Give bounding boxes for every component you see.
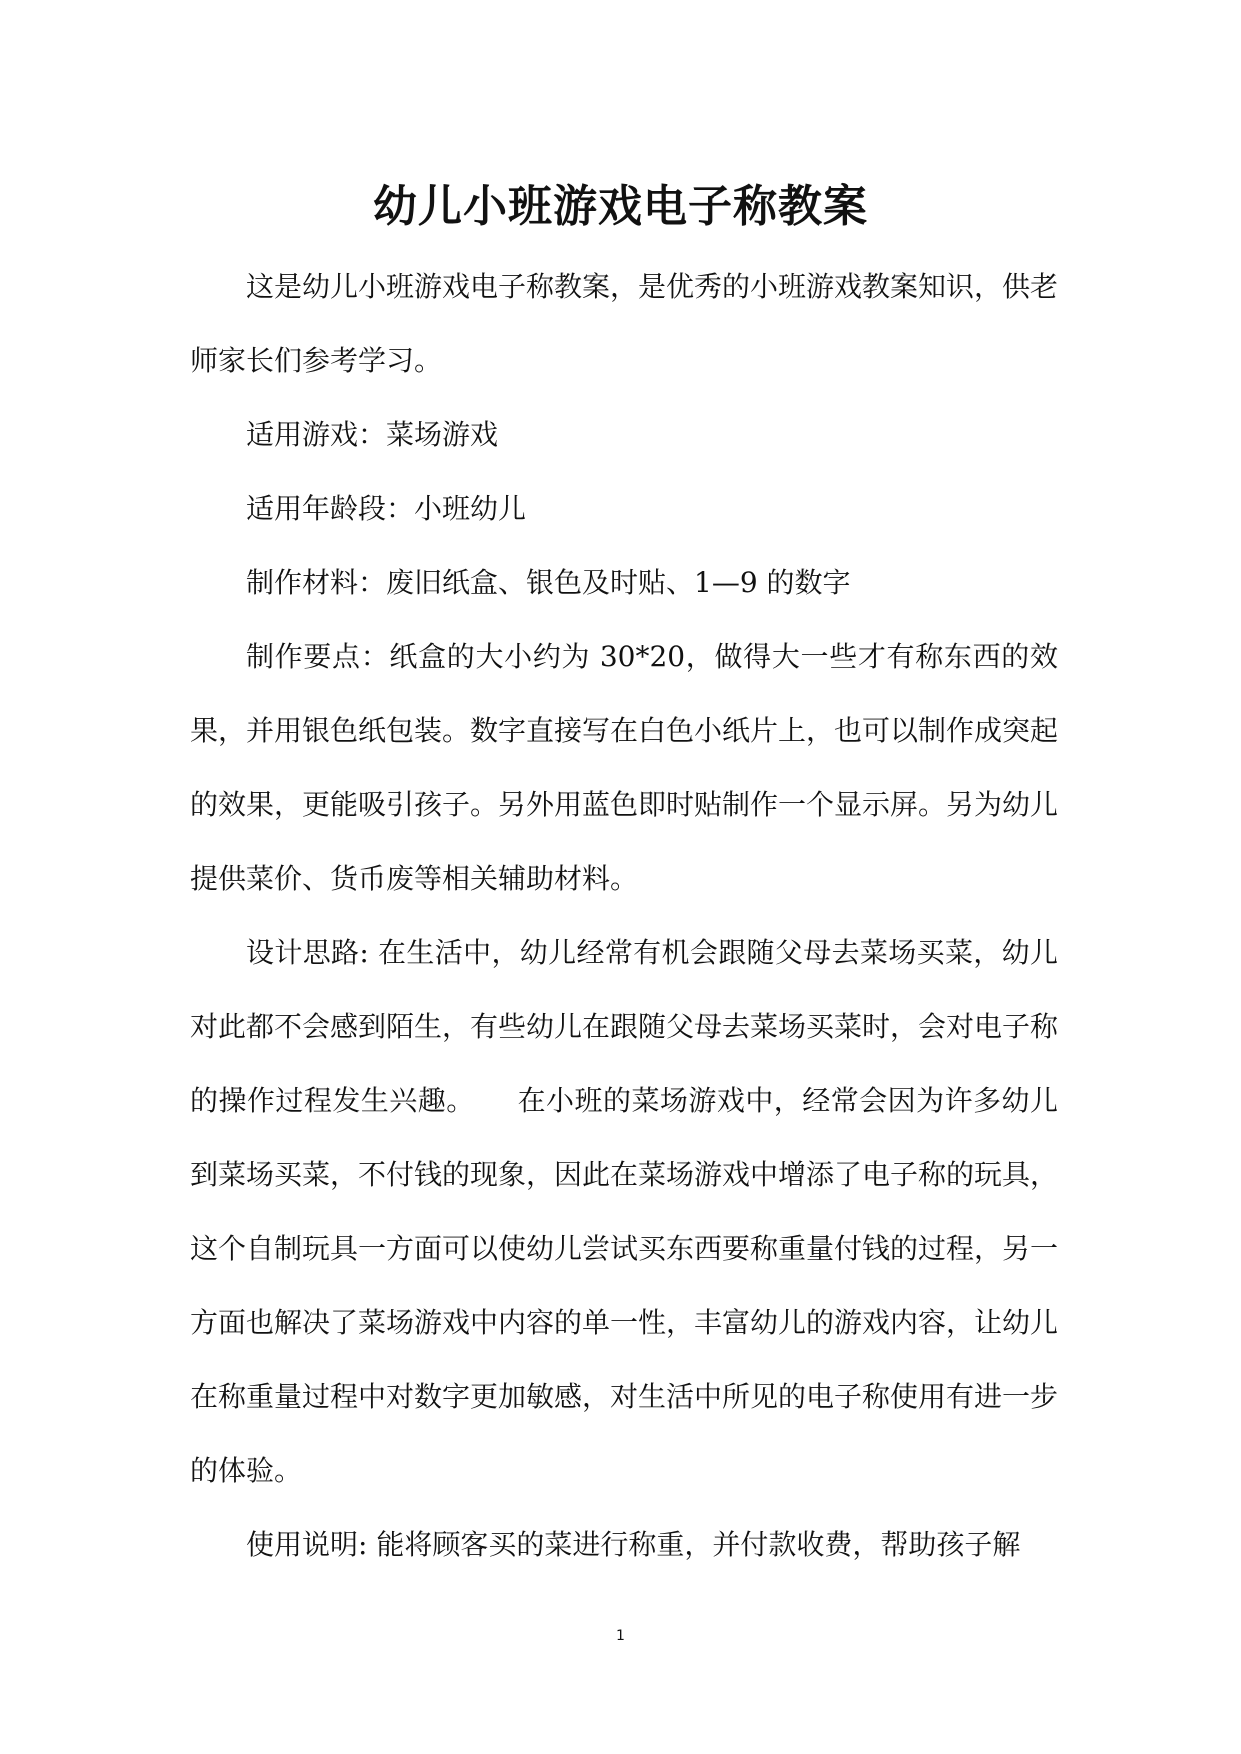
page-number: 1 [616,1628,625,1644]
document-title: 幼儿小班游戏电子称教案 [373,181,868,233]
paragraph-intro: 这是幼儿小班游戏电子称教案，是优秀的小班游戏教案知识，供老师家长们参考学习。 [190,270,1059,377]
paragraph-design-idea: 设计思路: 在生活中，幼儿经常有机会跟随父母去菜场买菜，幼儿对此都不会感到陌生，有些幼儿在跟随父母去菜场买菜时，会对电子称的操作过程发生兴趣。 在小班的菜场游戏中，经常会因为许多幼儿到菜场买菜，不付钱的现象，因此在菜场游戏中增添了电子称的玩具，这个自制玩具一方面可以使幼儿尝试买东西要称重量付钱的过程，另一方面也解决了菜场游戏中内容的单一性，丰富幼儿的游戏内容，让幼儿在称重量过程中对数字更加敏感，对生活中所见的电子称使用有进一步的体验。 [190,936,1059,1487]
paragraph-age: 适用年龄段：小班幼儿 [246,492,527,525]
paragraph-key-points: 制作要点：纸盒的大小约为 30*20，做得大一些才有称东西的效果，并用银色纸包装。数字直接写在白色小纸片上，也可以制作成突起的效果，更能吸引孩子。另外用蓝色即时贴制作一个显示屏。另为幼儿提供菜价、货币废等相关辅助材料。 [190,640,1059,895]
paragraph-materials: 制作材料：废旧纸盒、银色及时贴、1—9 的数字 [246,566,851,599]
paragraph-game: 适用游戏：菜场游戏 [246,418,499,451]
document-body [190,250,1058,1582]
paragraph-instructions: 使用说明: 能将顾客买的菜进行称重，并付款收费，帮助孩子解 [246,1528,1021,1561]
